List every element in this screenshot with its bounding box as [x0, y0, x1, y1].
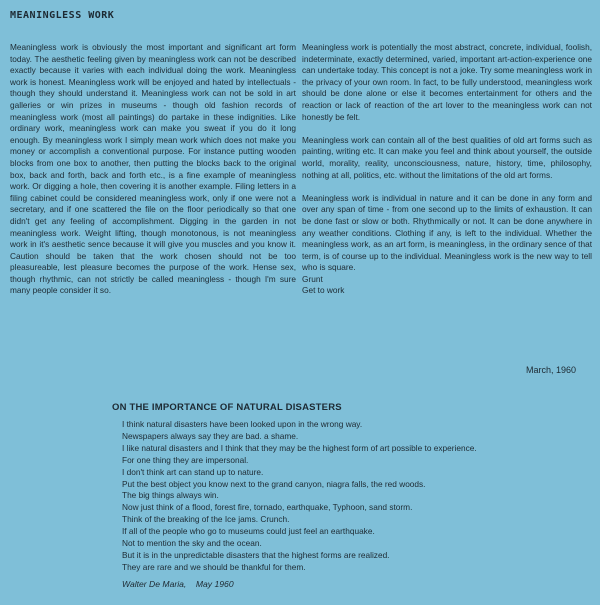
- line-item: Think of the breaking of the Ice jams. Crunch.: [122, 514, 290, 525]
- signature: Walter De Maria, May 1960: [122, 579, 234, 589]
- line-item: Newspapers always say they are bad. a shame.: [122, 430, 299, 441]
- line-item: I like natural disasters and I think that they may be the highest form of art possible to experience.: [122, 442, 477, 453]
- line-item: Not to mention the sky and the ocean.: [122, 538, 262, 549]
- line-item: If all of the people who go to museums could just feel an earthquake.: [122, 526, 375, 537]
- natural-disasters-section: [112, 402, 582, 574]
- right-paragraph-3: Meaningless work is individual in nature and it can be done in any form and over any span of time - from one second up to the limits of exhaustion. It can be done fast or slow or both. Rhythmically or not. It can be done anywhere in any weather conditions. Clothing if any, is left to the individual. Whether the meaningless work, as an art form, is meaningless, in the ordinary sence of that term, is of course up to the individual. Meaningless work is the new way to tell who is square.: [302, 192, 592, 273]
- closing-get-to-work: Get to work: [302, 285, 345, 296]
- closing-grunt: Grunt: [302, 273, 323, 284]
- right-paragraph-2: Meaningless work can contain all of the best qualities of old art forms such as painting, writing etc. It can make you feel and think about yourself, the outside world, morality, reality, unconsciousness, nature, history, time, philosophy, nothing at all, politics, etc. without the limitations of the old art forms.: [302, 134, 592, 180]
- right-paragraph-1: Meaningless work is potentially the most abstract, concrete, individual, foolish, indeterminate, exactly determined, varied, important art-action-experience one can undertake today. This concept is not a joke. Try some meaningless work in the privacy of your own room. In fact, to be fully understood, meaningless work should be done alone or else it becomes entertainment for others and the reaction or lack of reaction of the art lover to the meaningless work can not honestly be felt.: [302, 42, 592, 122]
- line-item: For one thing they are impersonal.: [122, 454, 249, 465]
- line-item: But it is in the unpredictable disasters that the highest forms are realized.: [122, 549, 390, 560]
- line-item: The big things always win.: [122, 490, 219, 501]
- left-paragraph-1: Meaningless work is obviously the most important and significant art form today. The aesthetic feeling given by meaningless work can not be described exactly because it varies with each individual doing the work. Meaningless work is honest. Meaningless work will be enjoyed and hated by intellectuals - though they should understand it. Meaningless work can not be sold in art galleries or win prizes in museums - though old fashion records of meaningless work (most all paintings) do partake in these indignities. Like ordinary work, meaningless work can make you sweat if you do it long enough. By meaningless work I simply mean work which does not make you money or accomplish a conventional purpose. For instance putting wooden blocks from one box to another, then putting the blocks back to the original box, back and forth, back and forth etc., is a fine example of meaningless work. Or digging a hole, then covering it is another example. Filing letters in a filing cabinet could be considered meaningless work, only if one were not a secretary, and if one scattered the file on the floor periodically so that one didn't get any feeling of accomplishment. Digging in the garden in not meaningless work. Weight lifting, though monotonous, is not meaningless work in it's aesthetic sence because it will give you muscles and you know it. Caution should be taken that the work chosen should not be too pleasureable, lest pleasure becomes the purpose of the work. Hense sex, though rhythmic, can not strictly be called meaningless - though I'm sure many people consider it so.: [10, 42, 296, 296]
- line-item: Now just think of a flood, forest fire, tornado, earthquake, Typhoon, sand storm.: [122, 502, 413, 513]
- disaster-lines: [122, 419, 582, 574]
- section-heading: ON THE IMPORTANCE OF NATURAL DISASTERS: [112, 402, 342, 413]
- left-column: [10, 42, 296, 309]
- line-item: I think natural disasters have been looked upon in the wrong way.: [122, 419, 363, 429]
- essay-date: March, 1960: [525, 365, 576, 375]
- page-title: MEANINGLESS WORK: [10, 10, 115, 21]
- line-item: They are rare and we should be thankful for them.: [122, 561, 306, 572]
- right-column: [302, 42, 592, 297]
- line-item: Put the best object you know next to the grand canyon, niagra falls, the red woods.: [122, 478, 426, 489]
- line-item: I don't think art can stand up to nature.: [122, 466, 264, 477]
